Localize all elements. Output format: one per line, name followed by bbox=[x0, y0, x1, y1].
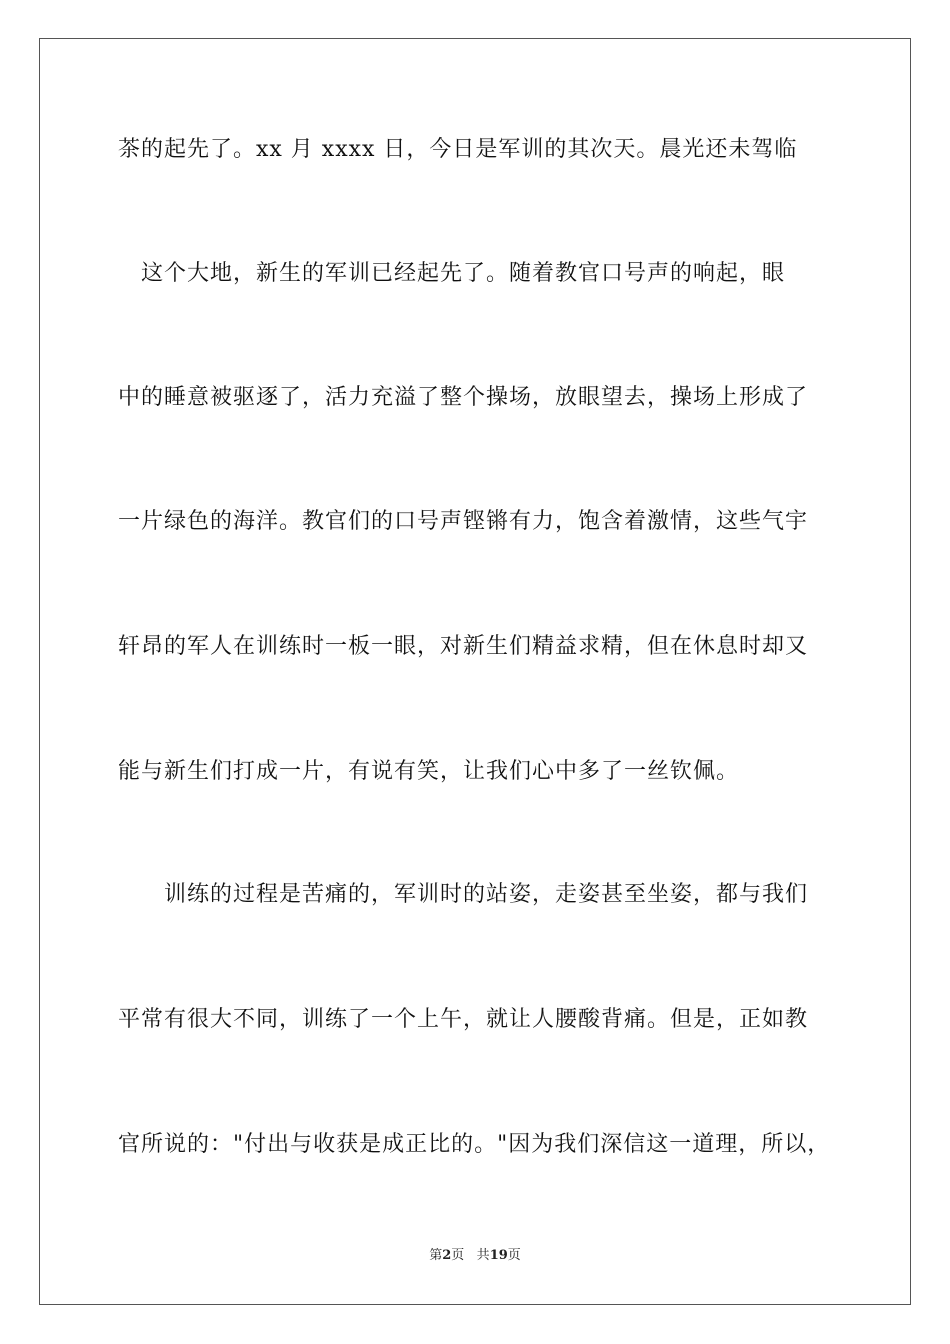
total-prefix: 共 bbox=[476, 1248, 490, 1263]
page-suffix: 页 bbox=[451, 1248, 465, 1263]
text-line: 这个大地，新生的军训已经起先了。随着教官口号声的响起，眼 bbox=[118, 261, 786, 286]
page-border bbox=[39, 38, 911, 1305]
total-pages: 19 bbox=[489, 1248, 508, 1263]
text-line: 训练的过程是苦痛的，军训时的站姿，走姿甚至坐姿，都与我们 bbox=[118, 882, 809, 907]
text-line: 官所说的："付出与收获是成正比的。"因为我们深信这一道理，所以， bbox=[118, 1132, 831, 1157]
text-line: 平常有很大不同，训练了一个上午，就让人腰酸背痛。但是，正如教 bbox=[118, 1007, 809, 1032]
text-line: 一片绿色的海洋。教官们的口号声铿锵有力，饱含着激情，这些气宇 bbox=[118, 509, 809, 534]
text-line: 茶的起先了。xx 月 xxxx 日，今日是军训的其次天。晨光还未驾临 bbox=[118, 137, 798, 162]
page-prefix: 第 bbox=[429, 1248, 443, 1263]
text-line: 能与新生们打成一片，有说有笑，让我们心中多了一丝钦佩。 bbox=[118, 759, 740, 784]
page-footer bbox=[0, 1247, 950, 1265]
text-line: 轩昂的军人在训练时一板一眼，对新生们精益求精，但在休息时却又 bbox=[118, 634, 809, 659]
page-number: 2 bbox=[442, 1248, 452, 1263]
total-suffix: 页 bbox=[507, 1248, 521, 1263]
text-line: 中的睡意被驱逐了，活力充溢了整个操场，放眼望去，操场上形成了 bbox=[118, 385, 809, 410]
